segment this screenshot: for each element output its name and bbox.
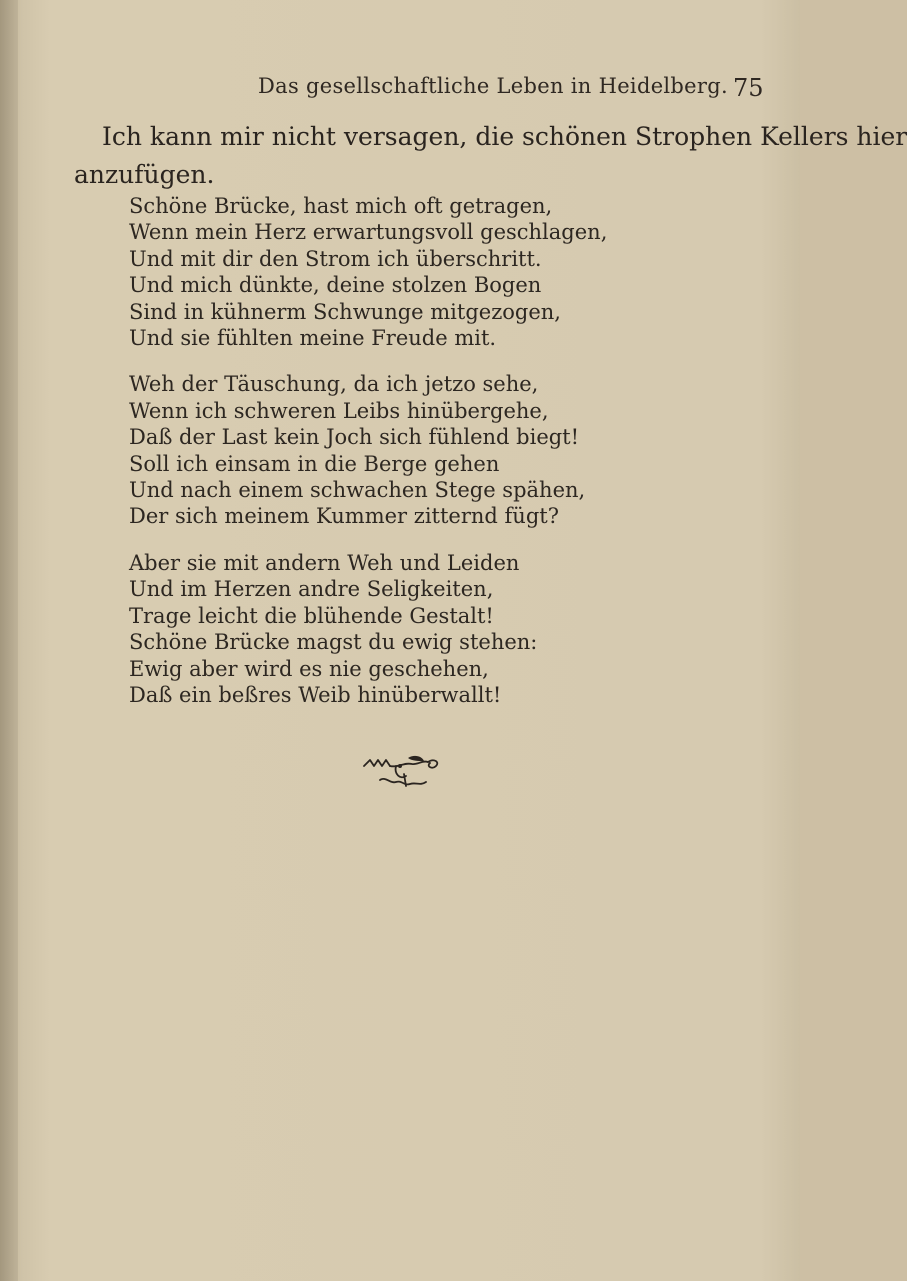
verse-line: Sind in kühnerm Schwunge mitgezogen, (129, 299, 561, 324)
verse-line: Aber sie mit andern Weh und Leiden (129, 550, 520, 575)
intro-line: Ich kann mir nicht versagen, die schönen Strophen Kellers hier (102, 122, 907, 151)
verse-line: Schöne Brücke, hast mich oft getragen, (129, 194, 553, 218)
running-title: Das gesellschaftliche Leben in Heidelberg. (258, 74, 728, 98)
verse-line: Ewig aber wird es nie geschehen, (129, 656, 489, 681)
verse-line: Soll ich einsam in die Berge gehen (129, 451, 500, 476)
verse-line: Weh der Täuschung, da ich jetzo sehe, (129, 372, 539, 397)
page-header (0, 72, 800, 102)
intro-line: anzufügen. (74, 160, 215, 189)
verse-line: Daß der Last kein Joch sich fühlend biegt! (129, 425, 580, 450)
verse-line: Und nach einem schwachen Stege spähen, (129, 478, 586, 503)
page-number: 75 (733, 74, 764, 102)
verse-line: Und mit dir den Strom ich überschritt. (129, 246, 542, 271)
verse-line: Und im Herzen andre Seligkeiten, (129, 577, 494, 602)
verse-line: Und mich dünkte, deine stolzen Bogen (129, 273, 542, 298)
verse-line: Und sie fühlten meine Freude mit. (129, 326, 497, 351)
page-spine-shadow (0, 0, 18, 1281)
poem (129, 193, 689, 728)
stanza-1 (129, 193, 689, 351)
verse-line: Trage leicht die blühende Gestalt! (129, 603, 494, 628)
verse-line: Wenn mein Herz erwartungsvoll geschlagen, (129, 220, 608, 245)
intro-paragraph (74, 118, 907, 194)
verse-line: Schöne Brücke magst du ewig stehen: (129, 630, 538, 655)
decorative-vignette-icon (360, 752, 444, 792)
verse-line: Daß ein beßres Weib hinüberwallt! (129, 682, 502, 707)
stanza-2 (129, 371, 689, 529)
verse-line: Wenn ich schweren Leibs hinübergehe, (129, 398, 549, 423)
stanza-3 (129, 550, 689, 708)
verse-line: Der sich meinem Kummer zitternd fügt? (129, 504, 559, 529)
